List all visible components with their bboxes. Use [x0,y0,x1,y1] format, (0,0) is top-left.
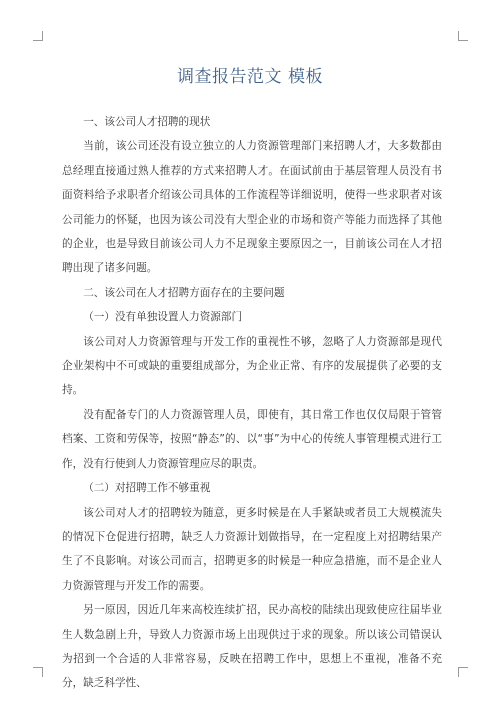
crop-mark-top-left [33,31,43,41]
crop-mark-bottom-right [458,667,468,677]
paragraph-recruitment-casual: 该公司对人才的招聘较为随意，更多时候是在人手紧缺或者员工大规模流失的情况下仓促进行招聘，缺乏人力资源计划做指导，在一定程度上对招聘结果产生了不良影响。对该公司而言，招聘更多的时候是一种应急措施，而不是企业人力资源管理与开发工作的需要。 [62,506,442,592]
crop-mark-top-right [458,31,468,41]
subsection-heading-2: （二）对招聘工作不够重视 [83,482,211,495]
paragraph-current-status: 当前，该公司还没有设立独立的人力资源管理部门来招聘人才，大多数都由总经理直接通过熟人推荐的方式来招聘人才。在面试前由于基层管理人员没有书面资料给予求职者介绍该公司具体的工作流程等详细说明，使得一些求职者对该公司能力的怀疑，也因为该公司没有大型企业的市场和资产等能力而选择了其他的企业，也是导致目前该公司人力不足现象主要原因之一，目前该公司在人才招聘出现了诸多问题。 [62,140,442,275]
document-title: 调查报告范文 模板 [177,67,323,87]
subsection-heading-1: （一）没有单独设置人力资源部门 [83,311,243,324]
paragraph-hr-staff: 没有配备专门的人力资源管理人员，即使有，其日常工作也仅仅局限于管管档案、工资和劳保等，按照“静态”的、以“事”为中心的传统人事管理模式进行工作，没有行使到人力资源管理应尽的职责。 [62,408,442,470]
paragraph-other-reason: 另一原因，因近几年来高校连续扩招，民办高校的陆续出现致使应往届毕业生人数急剧上升，导致人力资源市场上出现供过于求的现象。所以该公司错误认为招到一个合适的人非常容易，反映在招聘工作中，思想上不重视，准备不充分，缺乏科学性、 [62,604,442,690]
section-heading-2: 二、该公司在人才招聘方面存在的主要问题 [83,286,285,299]
section-heading-1: 一、该公司人才招聘的现状 [83,116,211,128]
crop-mark-bottom-left [33,667,43,677]
paragraph-hr-importance: 该公司对人力资源管理与开发工作的重视性不够，忽略了人力资源部是现代企业架构中不可或缺的重要组成部分，为企业正常、有序的发展提供了必要的支持。 [62,335,442,397]
document-body [62,110,442,696]
